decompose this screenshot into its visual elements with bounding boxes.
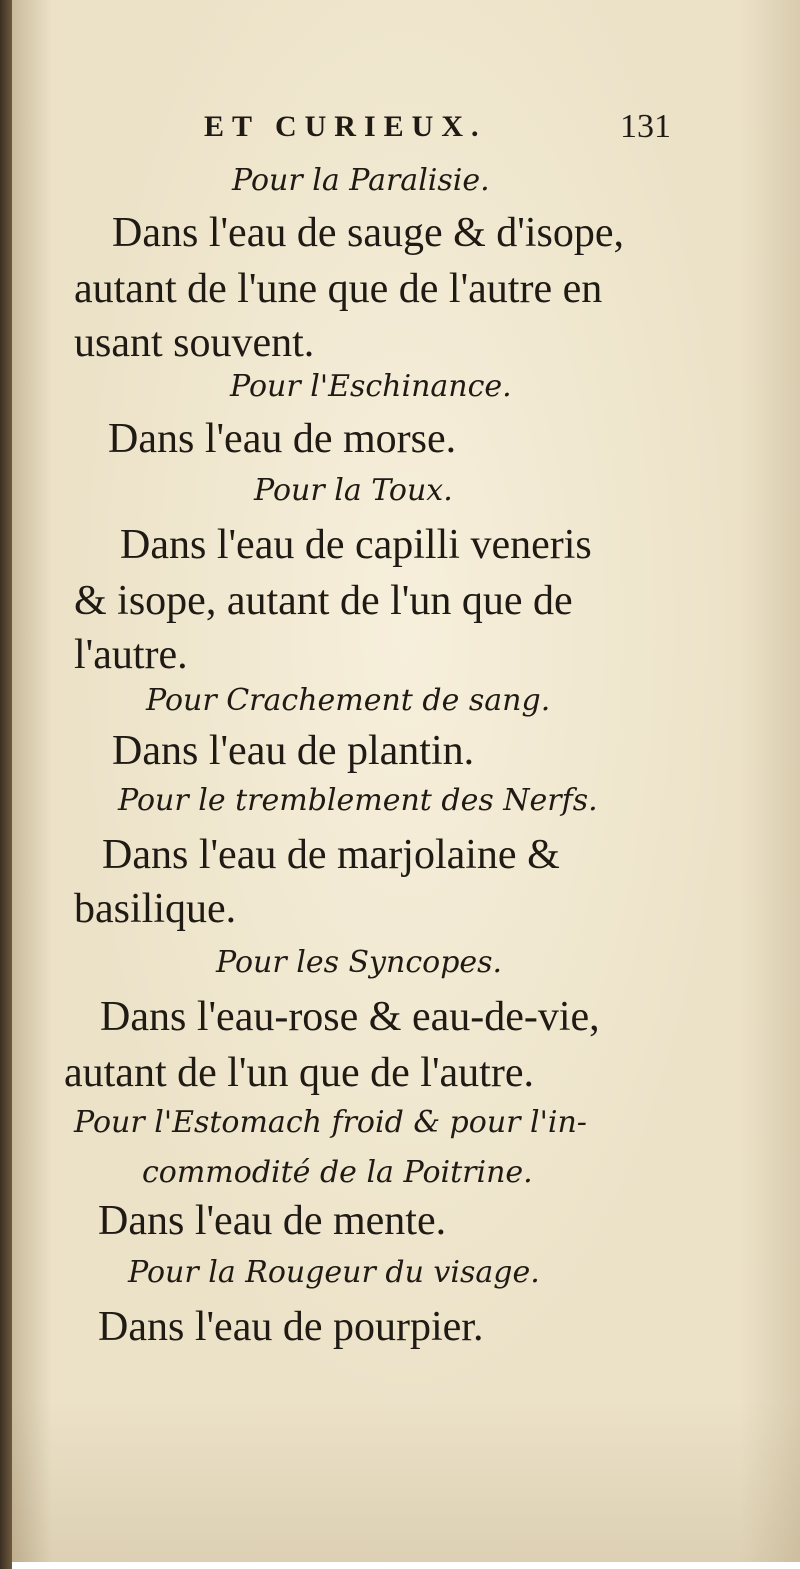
section-heading: Pour la Toux. <box>254 473 453 508</box>
section-heading: Pour l'Estomach froid & pour l'in- <box>74 1105 587 1140</box>
body-line: Dans l'eau de marjolaine & <box>102 832 560 878</box>
body-line: l'autre. <box>74 632 188 678</box>
body-line: & isope, autant de l'un que de <box>74 578 573 624</box>
body-line: autant de l'une que de l'autre en <box>74 266 603 312</box>
body-line: Dans l'eau-rose & eau-de-vie, <box>100 994 600 1040</box>
book-page <box>12 0 800 1562</box>
section-heading: Pour Crachement de sang. <box>146 683 551 718</box>
body-line: Dans l'eau de mente. <box>98 1198 447 1244</box>
body-line: Dans l'eau de morse. <box>108 416 457 462</box>
running-title: ET CURIEUX. <box>204 110 487 143</box>
section-heading: Pour la Rougeur du visage. <box>128 1255 540 1290</box>
book-gutter-shadow <box>0 0 12 1569</box>
body-line: Dans l'eau de capilli veneris <box>120 522 592 568</box>
body-line: basilique. <box>74 886 237 932</box>
section-heading: Pour les Syncopes. <box>216 945 503 980</box>
section-heading: Pour l'Eschinance. <box>230 369 512 404</box>
body-line: autant de l'un que de l'autre. <box>64 1050 534 1096</box>
body-line: usant souvent. <box>74 320 315 366</box>
section-heading: Pour la Paralisie. <box>232 163 490 198</box>
body-line: Dans l'eau de sauge & d'isope, <box>112 210 624 256</box>
body-line: Dans l'eau de plantin. <box>112 728 475 774</box>
page-number: 131 <box>620 108 671 145</box>
body-line: Dans l'eau de pourpier. <box>98 1304 484 1350</box>
section-heading: commodité de la Poitrine. <box>142 1155 533 1190</box>
section-heading: Pour le tremblement des Nerfs. <box>118 783 598 818</box>
